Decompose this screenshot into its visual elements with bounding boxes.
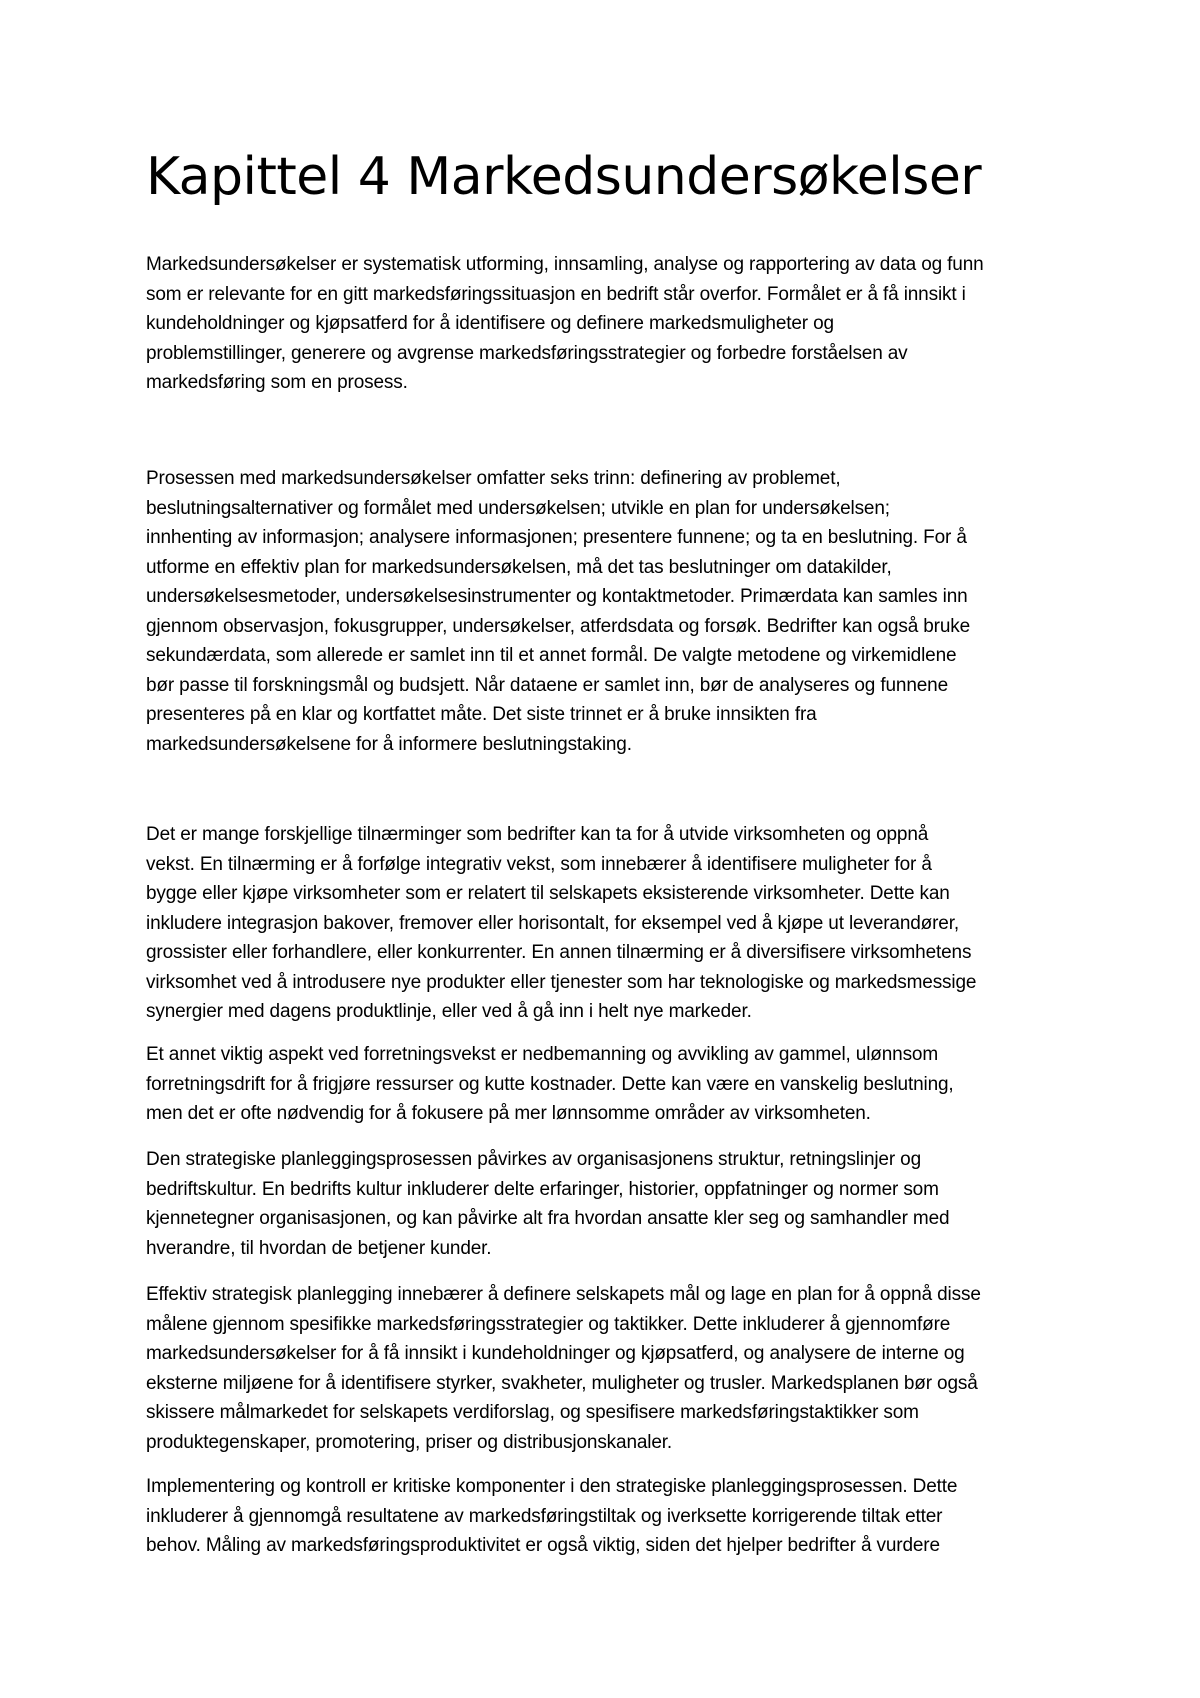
text-line: produktegenskaper, promotering, priser og distribusjonskanaler.: [146, 1431, 673, 1453]
text-line: bygge eller kjøpe virksomheter som er relatert til selskapets eksisterende virksomheter. Dette kan: [146, 883, 950, 904]
page-title: Kapittel 4 Markedsundersøkelser: [146, 147, 982, 207]
paragraph-5: [146, 1145, 949, 1263]
text-line: Den strategiske planleggingsprosessen påvirkes av organisasjonens struktur, retningslinjer og: [146, 1149, 921, 1170]
text-line: forretningsdrift for å frigjøre ressurser og kutte kostnader. Dette kan være en vanskelig beslutning,: [146, 1073, 954, 1095]
text-line: undersøkelsesmetoder, undersøkelsesinstrumenter og kontaktmetoder. Primærdata kan samles inn: [146, 586, 968, 607]
paragraph-2: [146, 464, 970, 759]
paragraph-6: [146, 1280, 981, 1457]
text-line: markedsføring som en prosess.: [146, 372, 408, 393]
paragraph-7: [146, 1472, 957, 1561]
text-line: hverandre, til hvordan de betjener kunder.: [146, 1237, 492, 1259]
text-line: kundeholdninger og kjøpsatferd for å identifisere og definere markedsmuligheter og: [146, 313, 834, 334]
paragraph-1: [146, 250, 984, 398]
text-line: inkluderer å gjennomgå resultatene av markedsføringstiltak og iverksette korrigerende tiltak etter: [146, 1505, 943, 1527]
text-line: bør passe til forskningsmål og budsjett. Når dataene er samlet inn, bør de analyseres og funnene: [146, 674, 948, 696]
text-line: gjennom observasjon, fokusgrupper, undersøkelser, atferdsdata og forsøk. Bedrifter kan også bruke: [146, 615, 971, 637]
text-line: markedsundersøkelsene for å informere beslutningstaking.: [146, 733, 632, 755]
text-line: skissere målmarkedet for selskapets verdiforslag, og spesifisere markedsføringstaktikker som: [146, 1402, 919, 1423]
text-line: bedriftskultur. En bedrifts kultur inkluderer delte erfaringer, historier, oppfatninger og normer som: [146, 1178, 939, 1200]
text-line: utforme en effektiv plan for markedsundersøkelsen, må det tas beslutninger om datakilder,: [146, 556, 892, 578]
text-line: målene gjennom spesifikke markedsføringsstrategier og taktikker. Dette inkluderer å gjennomføre: [146, 1313, 951, 1335]
text-line: Prosessen med markedsundersøkelser omfatter seks trinn: definering av problemet,: [146, 468, 841, 489]
text-line: vekst. En tilnærming er å forfølge integrativ vekst, som innebærer å identifisere muligheter for å: [146, 853, 932, 875]
text-line: men det er ofte nødvendig for å fokusere på mer lønnsomme områder av virksomheten.: [146, 1103, 871, 1124]
text-line: beslutningsalternativer og formålet med undersøkelsen; utvikle en plan for undersøkelsen;: [146, 497, 890, 519]
text-line: sekundærdata, som allerede er samlet inn til et annet formål. De valgte metodene og virkemidlene: [146, 645, 957, 666]
text-line: problemstillinger, generere og avgrense markedsføringsstrategier og forbedre forståelsen av: [146, 342, 908, 364]
paragraph-3: [146, 820, 976, 1027]
text-line: behov. Måling av markedsføringsproduktivitet er også viktig, siden det hjelper bedrifter å vurdere: [146, 1535, 940, 1556]
text-line: Markedsundersøkelser er systematisk utforming, innsamling, analyse og rapportering av data og funn: [146, 254, 984, 275]
text-line: presenteres på en klar og kortfattet måte. Det siste trinnet er å bruke innsikten fra: [146, 704, 817, 725]
text-line: eksterne miljøene for å identifisere styrker, svakheter, muligheter og trusler. Markedsplanen bør også: [146, 1372, 978, 1394]
text-line: Effektiv strategisk planlegging innebærer å definere selskapets mål og lage en plan for å oppnå disse: [146, 1284, 981, 1305]
text-line: markedsundersøkelser for å få innsikt i kundeholdninger og kjøpsatferd, og analysere de interne og: [146, 1343, 965, 1364]
text-line: innhenting av informasjon; analysere informasjonen; presentere funnene; og ta en beslutning. For å: [146, 527, 967, 548]
paragraph-4: [146, 1040, 954, 1129]
text-line: Et annet viktig aspekt ved forretningsvekst er nedbemanning og avvikling av gammel, ulønnsom: [146, 1044, 939, 1065]
text-line: Det er mange forskjellige tilnærminger som bedrifter kan ta for å utvide virksomheten og oppnå: [146, 824, 929, 845]
text-line: synergier med dagens produktlinje, eller ved å gå inn i helt nye markeder.: [146, 1001, 752, 1022]
text-line: virksomhet ved å introdusere nye produkter eller tjenester som har teknologiske og markedsmessige: [146, 971, 977, 993]
text-line: inkludere integrasjon bakover, fremover eller horisontalt, for eksempel ved å kjøpe ut leverandører,: [146, 912, 959, 934]
text-line: Implementering og kontroll er kritiske komponenter i den strategiske planleggingsprosessen. Dette: [146, 1476, 958, 1497]
text-line: kjennetegner organisasjonen, og kan påvirke alt fra hvordan ansatte kler seg og samhandler med: [146, 1208, 950, 1229]
text-line: grossister eller forhandlere, eller konkurrenter. En annen tilnærming er å diversifisere virksomhetens: [146, 942, 972, 963]
text-line: som er relevante for en gitt markedsføringssituasjon en bedrift står overfor. Formålet er å få innsikt i: [146, 283, 966, 305]
